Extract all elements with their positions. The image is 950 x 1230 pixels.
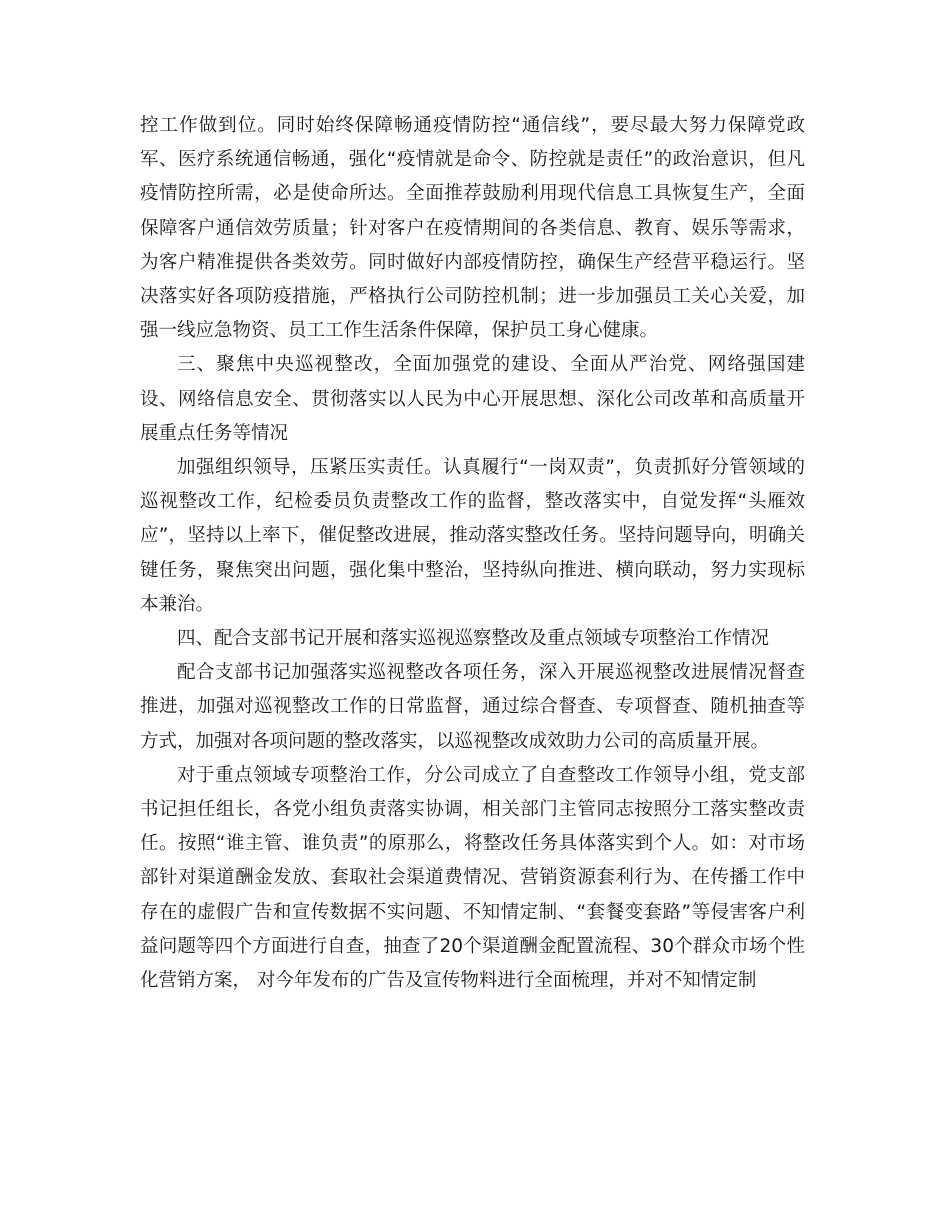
paragraph-5: 配合支部书记加强落实巡视整改各项任务，深入开展巡视整改进展情况督查推进，加强对巡视整改工作的日常监督，通过综合督查、专项督查、随机抽查等方式，加强对各项问题的整改落实，以巡视整改成效助力公司的高质量开展。: [140, 662, 805, 752]
paragraph-6: 对于重点领域专项整治工作，分公司成立了自查整改工作领导小组，党支部书记担任组长，各党小组负责落实协调，相关部门主管同志按照分工落实整改责任。按照“谁主管、谁负责”的原那么，将整改任务具体落实到个人。如：对市场部针对渠道酬金发放、套取社会渠道费情况、营销资源套利行为、在传播工作中存在的虚假广告和宣传数据不实问题、不知情定制、“套餐变套路”等侵害客户利益问题等四个方面进行自查，抽查了20个渠道酬金配置流程、30个群众市场个性化营销方案， 对今年发布的广告及宣传物料进行全面梳理，并对不知情定制: [140, 764, 805, 992]
section-heading-3: 三、聚焦中央巡视整改，全面加强党的建设、全面从严治党、网络强国建设、网络信息安全、贯彻落实以人民为中心开展思想、深化公司改革和高质量开展重点任务等情况: [140, 354, 805, 444]
paragraph-1: 控工作做到位。同时始终保障畅通疫情防控“通信线”，要尽最大努力保障党政军、医疗系统通信畅通，强化“疫情就是命令、防控就是责任”的政治意识，但凡疫情防控所需，必是使命所达。全面推荐鼓励利用现代信息工具恢复生产，全面保障客户通信效劳质量；针对客户在疫情期间的各类信息、教育、娱乐等需求，为客户精准提供各类效劳。同时做好内部疫情防控，确保生产经营平稳运行。坚决落实好各项防疫措施，严格执行公司防控机制；进一步加强员工关心关爱，加强一线应急物资、员工工作生活条件保障，保护员工身心健康。: [140, 115, 805, 342]
paragraph-3: 加强组织领导，压紧压实责任。认真履行“一岗双责”，负责抓好分管领域的巡视整改工作，纪检委员负责整改工作的监督，整改落实中，自觉发挥“头雁效应”，坚持以上率下，催促整改进展，推动落实整改任务。坚持问题导向，明确关键任务，聚焦突出问题，强化集中整治，坚持纵向推进、横向联动，努力实现标本兼治。: [140, 457, 805, 615]
section-heading-4: 四、配合支部书记开展和落实巡视巡察整改及重点领域专项整治工作情况: [177, 628, 770, 650]
document-body: [140, 109, 805, 998]
